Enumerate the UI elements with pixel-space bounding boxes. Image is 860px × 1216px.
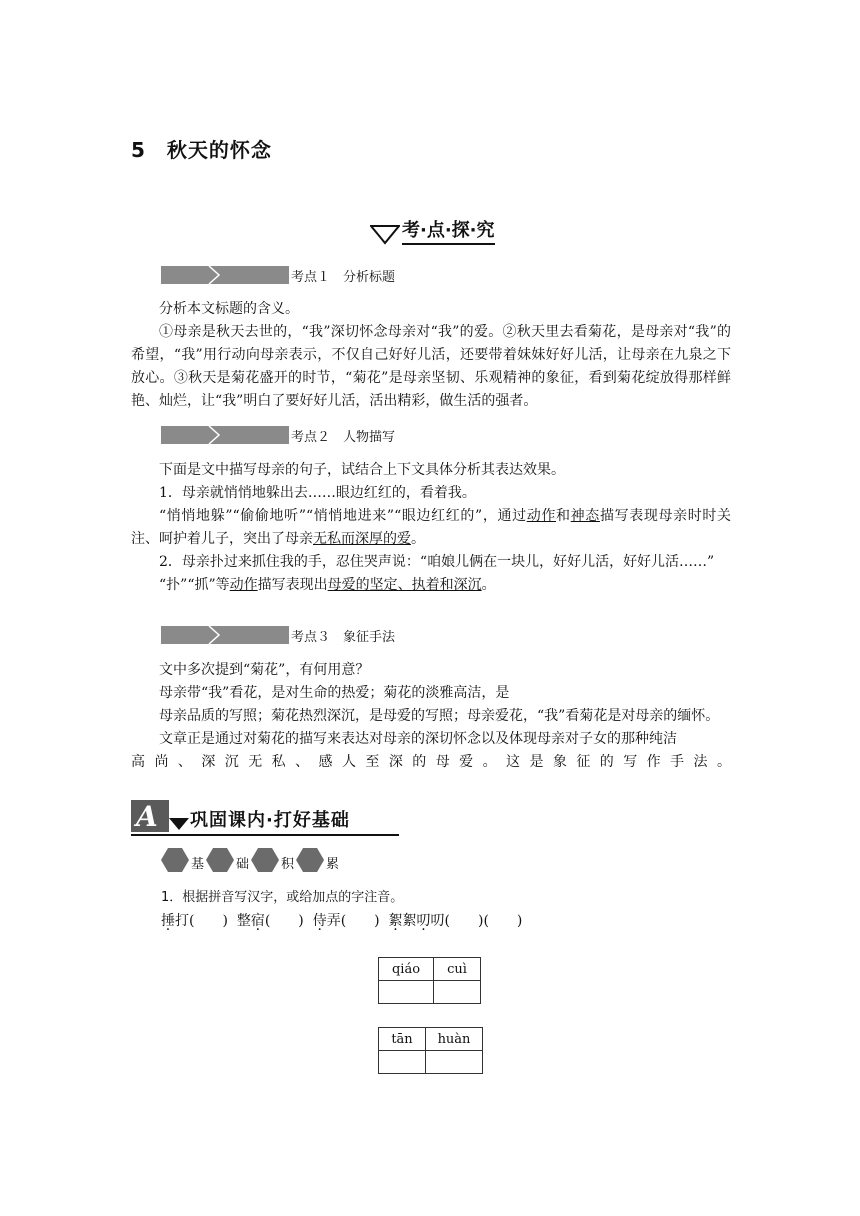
dotted-char: 絮 — [388, 913, 403, 929]
hexagon-icon — [161, 848, 189, 872]
jichu-jilei-header — [161, 848, 341, 872]
kaodian-2-sentence-1: 1．母亲就悄悄地躲出去……眼边红红的，看着我。 — [159, 485, 476, 501]
kaodian-3-line-4: 高尚、深沉无私、感人至深的母爱。这是象征的写作手法。 — [131, 754, 731, 770]
dotted-char: 叨 — [416, 913, 431, 929]
triangle-icon — [370, 223, 400, 245]
kaodian-ribbon-icon — [161, 426, 289, 444]
answer-cell[interactable] — [379, 981, 434, 1004]
underlined-answer: 动作 — [526, 508, 557, 524]
kaodian-3-bar — [161, 626, 395, 644]
question-1: 1．根据拼音写汉字，或给加点的字注音。 — [161, 890, 404, 905]
a-section-letter: A — [136, 800, 158, 833]
word-item: 絮絮叨叨( )( ) — [388, 913, 523, 929]
kaodian-2-bar — [161, 426, 395, 444]
pinyin-cell: huàn — [426, 1028, 483, 1051]
kaodian-2-question: 下面是文中描写母亲的句子，试结合上下文具体分析其表达效果。 — [159, 462, 565, 478]
kaodian-1-content — [131, 298, 731, 413]
dotted-char: 宿 — [250, 913, 265, 929]
question-1-items — [161, 910, 522, 930]
kaodian-1-answer: ①母亲是秋天去世的，“我”深切怀念母亲对“我”的爱。②秋天里去看菊花，是母亲对“我”的希望，“我”用行动向母亲表示，不仅自己好好儿活，还要带着妹妹好好儿活，让母亲在九泉之下放心。③秋天是菊花盛开的时节，“菊花”是母亲坚韧、乐观精神的象征，看到菊花绽放得那样鲜艳、灿烂，让“我”明白了要好好儿活，活出精彩，做生活的强者。 — [131, 324, 731, 409]
pinyin-table-1 — [378, 957, 481, 1004]
kaodian-2-sentence-2: 2．母亲扑过来抓住我的手，忍住哭声说：“咱娘儿俩在一块儿，好好儿活，好好儿活……” — [159, 554, 715, 570]
jichu-char-3: 积 — [281, 857, 295, 872]
pinyin-table-2 — [378, 1027, 483, 1074]
dotted-char: 侍 — [312, 913, 327, 929]
kaodian-3-line-2: 母亲品质的写照；菊花热烈深沉，是母爱的写照；母亲爱花，“我”看菊花是对母亲的缅怀。 — [159, 708, 720, 724]
answer-cell[interactable] — [434, 981, 481, 1004]
kaodian-3-line-3: 文章正是通过对菊花的描写来表达对母亲的深切怀念以及体现母亲对子女的那种纯洁 — [159, 731, 677, 747]
kaodian-1-bar — [161, 266, 395, 284]
kaodian-2-label: 考点２ 人物描写 — [291, 429, 396, 445]
kaodian-2-content — [131, 459, 731, 597]
kaodian-1-question: 分析本文标题的含义。 — [159, 301, 299, 317]
page-title: 5 秋天的怀念 — [131, 138, 272, 162]
word-item: 整宿( ) — [236, 913, 304, 929]
word-item: 捶打( ) — [161, 913, 228, 929]
pinyin-cell: cuì — [434, 958, 481, 981]
kaodian-2-answer-1: “悄悄地躲”“偷偷地听”“悄悄地进来”“眼边红红的”，通过动作和神态描写表现母亲时时关注、呵护着儿子，突出了母亲无私而深厚的爱。 — [131, 508, 732, 547]
underlined-answer: 神态 — [570, 508, 600, 524]
a-section-title: 巩固课内·打好基础 — [190, 810, 350, 831]
word-item: 侍弄( ) — [312, 913, 380, 929]
dotted-char: 捶 — [161, 913, 175, 929]
kaodian-3-label: 考点３ 象征手法 — [291, 629, 396, 645]
hexagon-icon — [251, 848, 279, 872]
kaodian-ribbon-icon — [161, 626, 289, 644]
answer-cell[interactable] — [379, 1051, 426, 1074]
kaodian-3-line-1: 母亲带“我”看花，是对生命的热爱；菊花的淡雅高洁，是 — [159, 685, 510, 701]
kaodian-3-content — [131, 659, 731, 774]
jichu-char-4: 累 — [326, 857, 340, 872]
pinyin-cell: qiáo — [379, 958, 434, 981]
jichu-char-2: 础 — [236, 857, 250, 872]
jichu-char-1: 基 — [191, 857, 205, 872]
kaodian-ribbon-icon — [161, 266, 289, 284]
kaodian-3-question: 文中多次提到“菊花”，有何用意？ — [159, 662, 370, 678]
underlined-answer: 无私而深厚的爱 — [313, 531, 411, 547]
section-banner-text: 考·点·探·究 — [402, 220, 495, 245]
pinyin-cell: tān — [379, 1028, 426, 1051]
hexagon-icon — [296, 848, 324, 872]
kaodian-1-label: 考点１ 分析标题 — [291, 269, 396, 285]
kaodian-2-answer-2: “扑”“抓”等动作描写表现出母爱的坚定、执着和深沉。 — [159, 577, 496, 593]
answer-cell[interactable] — [426, 1051, 483, 1074]
underlined-answer: 动作 — [229, 577, 258, 593]
hexagon-icon — [206, 848, 234, 872]
underlined-answer: 母爱的坚定、执着和深沉 — [327, 577, 482, 593]
section-banner — [370, 217, 495, 245]
